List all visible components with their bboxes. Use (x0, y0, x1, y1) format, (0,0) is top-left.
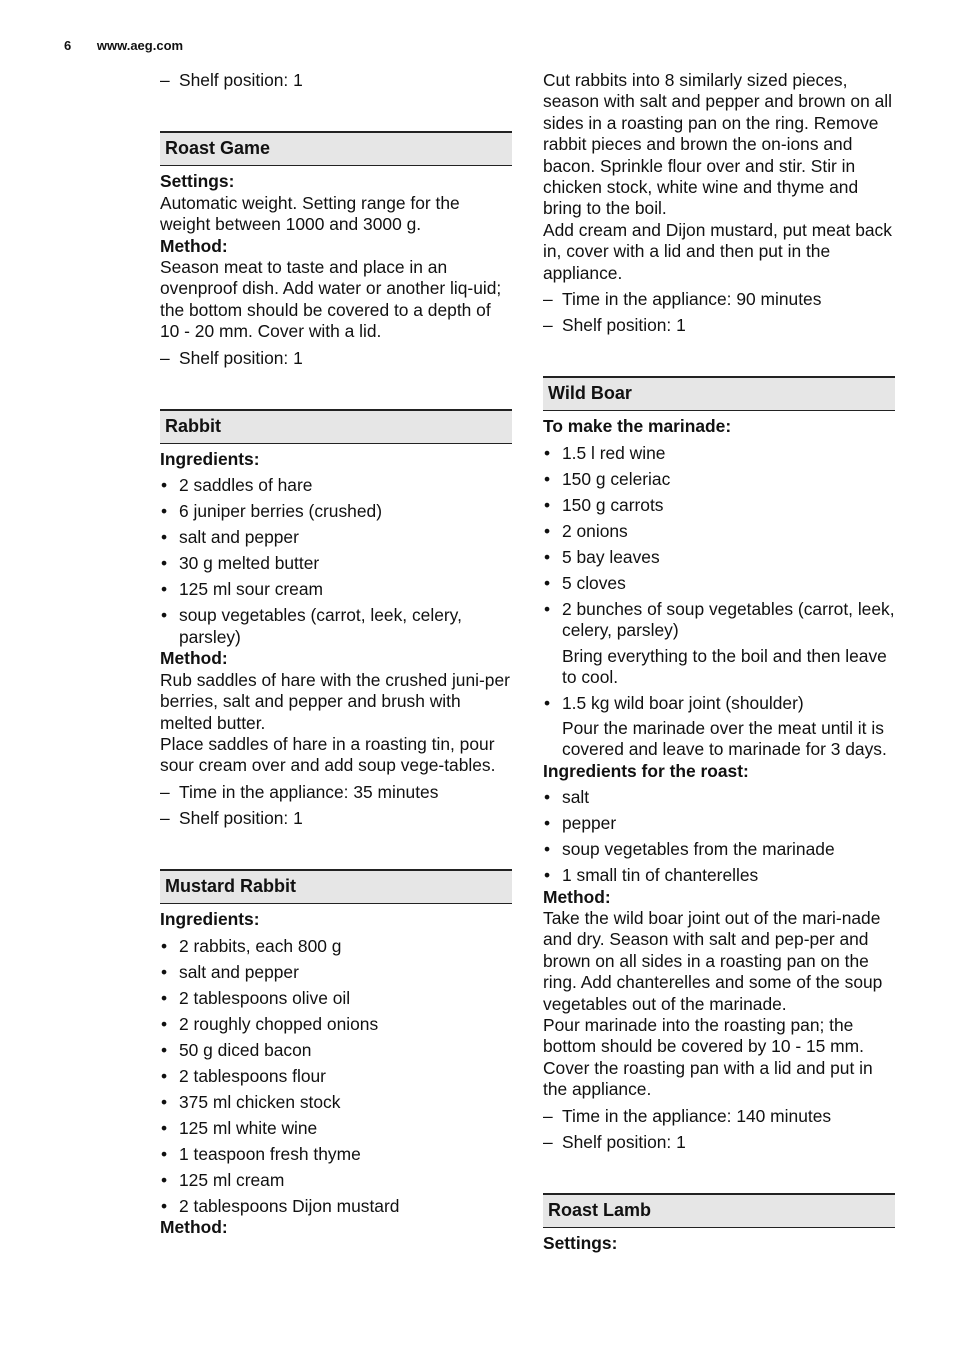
list-item: • 2 tablespoons olive oil (160, 988, 512, 1009)
method-text: Cut rabbits into 8 similarly sized pieces, season with salt and pepper and brown on all sides in a roasting pan on the ring. Remove rabbit pieces and brown the on-ions and bacon. Sprinkle flour over and stir. Stir in chicken stock, white wine and thyme and bring to the boil. (543, 70, 893, 219)
dash-item: – Time in the appliance: 90 minutes (543, 289, 895, 310)
list-item: • 125 ml white wine (160, 1118, 512, 1139)
dash-item: – Shelf position: 1 (160, 70, 512, 91)
site-url: www.aeg.com (96, 38, 184, 53)
dash-item: – Time in the appliance: 35 minutes (160, 782, 512, 803)
dash-item: – Shelf position: 1 (543, 315, 895, 336)
joint-note: Pour the marinade over the meat until it is covered and leave to marinade for 3 days. (562, 717, 887, 760)
method-label: Method: (160, 648, 228, 669)
method-text: Place saddles of hare in a roasting tin, pour sour cream over and add soup vege-tables. (160, 733, 496, 776)
section-title: Wild Boar (543, 376, 895, 411)
list-item: • pepper (543, 813, 895, 834)
list-item: • 30 g melted butter (160, 553, 512, 574)
list-item: • 2 roughly chopped onions (160, 1014, 512, 1035)
list-item: • soup vegetables (carrot, leek, celery, parsley) (160, 605, 512, 648)
method-label: Method: (160, 1216, 228, 1237)
section-title: Mustard Rabbit (160, 869, 512, 904)
list-item: • 125 ml sour cream (160, 579, 512, 600)
section-title: Roast Game (160, 131, 512, 166)
settings-label: Settings: (543, 1233, 618, 1253)
method-label: Method: (543, 886, 611, 907)
method-text: Season meat to taste and place in an ovenproof dish. Add water or another liq-uid; the bottom should be covered to a depth of 10 - 20 mm. Cover with a lid. (160, 257, 502, 342)
method-text: Rub saddles of hare with the crushed juni-per berries, salt and pepper and brush with melted butter. (160, 669, 510, 733)
list-item: • 2 tablespoons flour (160, 1066, 512, 1087)
list-item: • 1.5 l red wine (543, 443, 895, 464)
section-title: Rabbit (160, 409, 512, 444)
method-text: Take the wild boar joint out of the mari-nade and dry. Season with salt and pep-per and brown on all sides in a roasting pan on the ring. Add chanterelles and some of the soup vegetables out of the marinade. (543, 907, 883, 1014)
marinade-note: Bring everything to the boil and then leave to cool. (562, 645, 887, 688)
list-item: • 50 g diced bacon (160, 1040, 512, 1061)
dash-item: – Shelf position: 1 (160, 808, 512, 829)
method-text: Pour marinade into the roasting pan; the bottom should be covered by 10 - 15 mm. Cover the roasting pan with a lid and put in the appliance. (543, 1014, 873, 1100)
list-item: • 150 g carrots (543, 495, 895, 516)
dash-list (543, 1106, 895, 1153)
list-item: • salt and pepper (160, 527, 512, 548)
list-item: • 150 g celeriac (543, 469, 895, 490)
method-text: Add cream and Dijon mustard, put meat back in, cover with a lid and then put in the appliance. (543, 219, 892, 283)
ingredients-list (160, 475, 512, 648)
list-item: • 1 teaspoon fresh thyme (160, 1144, 512, 1165)
left-column (160, 70, 512, 1238)
dash-list (160, 782, 512, 829)
list-item: • 2 bunches of soup vegetables (carrot, leek, celery, parsley) (543, 599, 895, 642)
list-item: • 1 small tin of chanterelles (543, 865, 895, 886)
list-item: • salt and pepper (160, 962, 512, 983)
dash-item: – Shelf position: 1 (543, 1132, 895, 1153)
section-roast-lamb (543, 1193, 895, 1254)
marinade-label: To make the marinade: (543, 416, 732, 437)
right-column (543, 70, 895, 1254)
list-item: • soup vegetables from the marinade (543, 839, 895, 860)
settings-label: Settings: (160, 171, 235, 192)
intro-dash-list (160, 70, 512, 91)
list-item: • 5 bay leaves (543, 547, 895, 568)
list-item: • salt (543, 787, 895, 808)
section-rabbit (160, 409, 512, 829)
section-mustard-rabbit-continued (543, 70, 895, 336)
ingredients-label: Ingredients: (160, 909, 260, 930)
roast-ingredients-label: Ingredients for the roast: (543, 760, 749, 781)
section-title: Roast Lamb (543, 1193, 895, 1228)
list-item: • 125 ml cream (160, 1170, 512, 1191)
marinade-list (543, 443, 895, 642)
list-item: • 2 onions (543, 521, 895, 542)
list-item: • 1.5 kg wild boar joint (shoulder) (543, 693, 895, 714)
ingredients-label: Ingredients: (160, 449, 260, 470)
joint-list (543, 693, 895, 714)
list-item: • 2 tablespoons Dijon mustard (160, 1196, 512, 1217)
section-mustard-rabbit (160, 869, 512, 1238)
ingredients-list (160, 936, 512, 1217)
section-roast-game (160, 131, 512, 369)
dash-item: – Shelf position: 1 (160, 348, 512, 369)
roast-ingredients-list (543, 787, 895, 886)
method-label: Method: (160, 235, 228, 256)
list-item: • 5 cloves (543, 573, 895, 594)
dash-item: – Time in the appliance: 140 minutes (543, 1106, 895, 1127)
list-item: • 2 rabbits, each 800 g (160, 936, 512, 957)
page-number: 6 (64, 38, 72, 53)
list-item: • 2 saddles of hare (160, 475, 512, 496)
dash-list (160, 348, 512, 369)
page-header (64, 38, 183, 53)
list-item: • 375 ml chicken stock (160, 1092, 512, 1113)
settings-text: Automatic weight. Setting range for the weight between 1000 and 3000 g. (160, 192, 460, 235)
dash-list (543, 289, 895, 336)
list-item: • 6 juniper berries (crushed) (160, 501, 512, 522)
section-wild-boar (543, 376, 895, 1153)
